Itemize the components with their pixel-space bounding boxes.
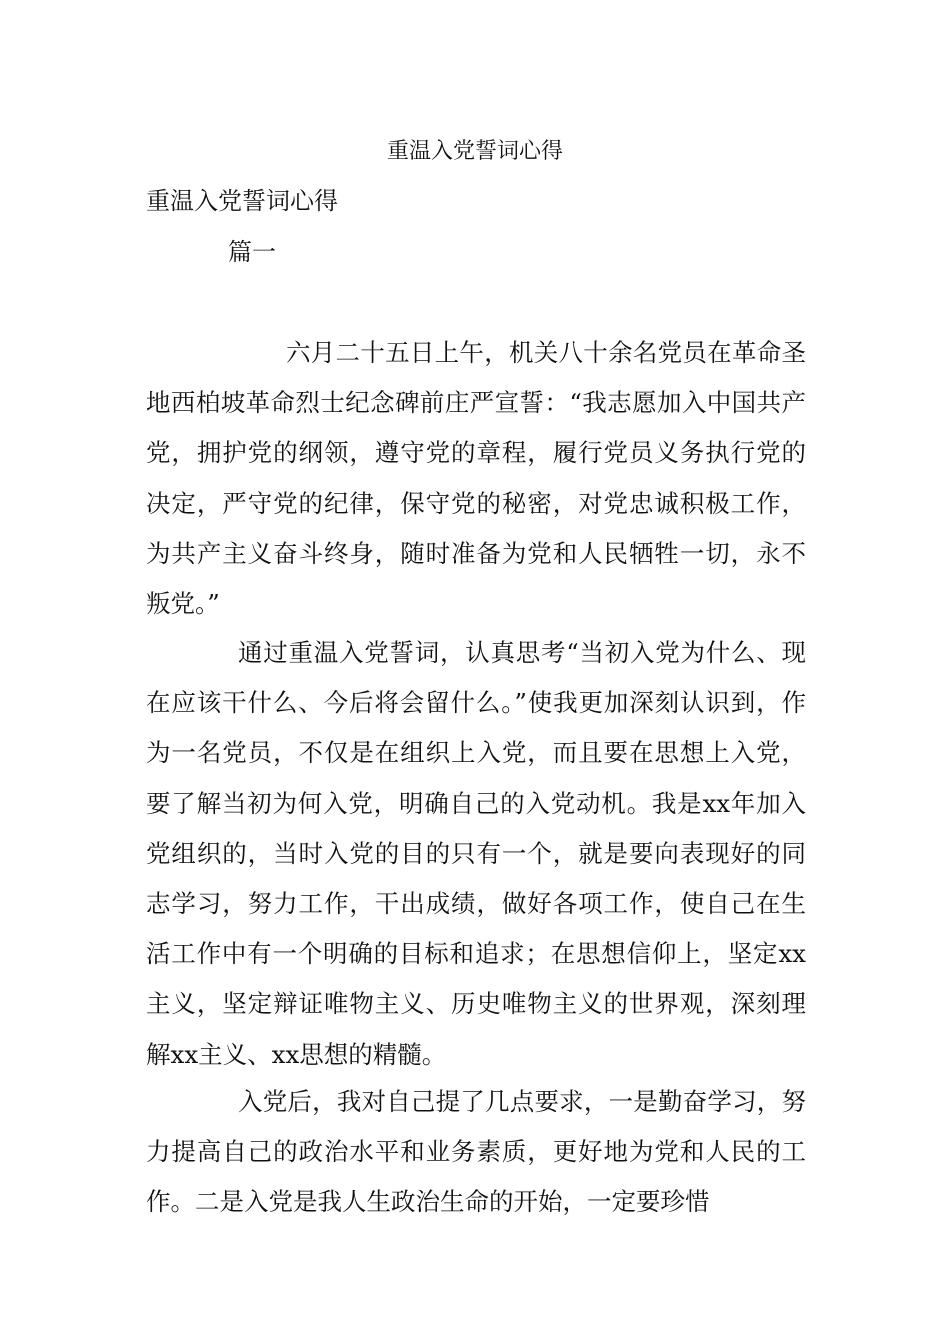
paragraph: 入党后，我对自己提了几点要求，一是勤奋学习，努力提高自己的政治水平和业务素质，更好地为党和人民的工作。二是入党是我人生政治生命的开始，一定要珍惜 — [146, 1087, 806, 1217]
paragraph: 通过重温入党誓词，认真思考“当初入党为什么、现在应该干什么、今后将会留什么。”使我更加深刻认识到，作为一名党员，不仅是在组织上入党，而且要在思想上入党，要了解当初为何入党，明确自己的入党动机。我是xx年加入党组织的，当时入党的目的只有一个，就是要向表现好的同志学习，努力工作，干出成绩，做好各项工作，使自己在生活工作中有一个明确的目标和追求；在思想信仰上，坚定xx主义，坚定辩证唯物主义、历史唯物主义的世界观，深刻理解xx主义、xx思想的精髓。 — [146, 638, 806, 1069]
paragraph-block — [146, 628, 806, 1080]
document-subtitle: 重温入党誓词心得 — [146, 187, 338, 215]
paragraph-block — [146, 1077, 806, 1228]
document-title: 重温入党誓词心得 — [386, 139, 563, 164]
paragraph: 六月二十五日上午，机关八十余名党员在革命圣地西柏坡革命烈士纪念碑前庄严宣誓：“我志愿加入中国共产党，拥护党的纲领，遵守党的章程，履行党员义务执行党的决定，严守党的纪律，保守党的秘密，对党忠诚积极工作，为共产主义奋斗终身，随时准备为党和人民牺牲一切，永不叛党。” — [146, 338, 806, 619]
paragraph-block — [146, 328, 806, 629]
section-label: 篇一 — [228, 238, 276, 266]
